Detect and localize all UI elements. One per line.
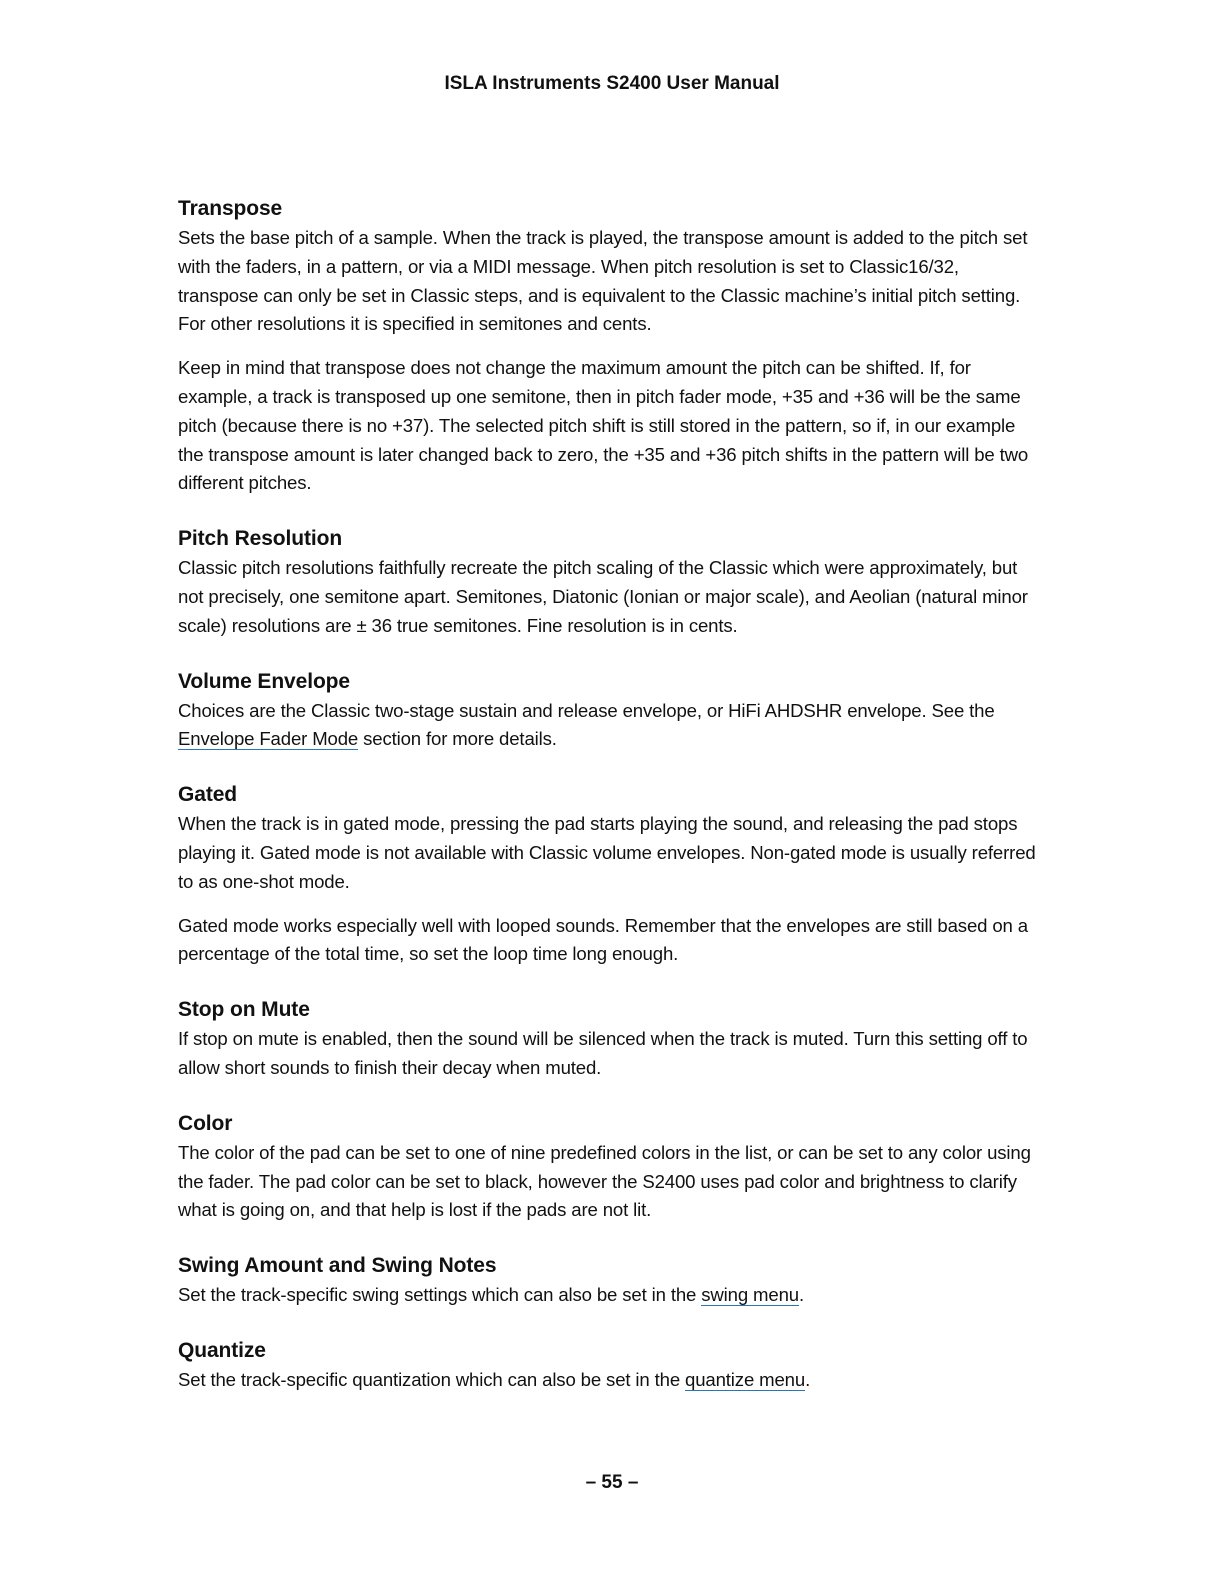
paragraph: Keep in mind that transpose does not change the maximum amount the pitch can be shifted. If, for example, a track is transposed up one semitone, then in pitch fader mode, +35 and +36 will be the same pitch (because there is no +37). The selected pitch shift is still stored in the pattern, so if, in our example the transpose amount is later changed back to zero, the +35 and +36 pitch shifts in the pattern will be two different pitches.: [178, 357, 1029, 494]
paragraph: Gated mode works especially well with looped sounds. Remember that the envelopes are still based on a percentage of the total time, so set the loop time long enough.: [178, 914, 1028, 965]
paragraph: [178, 1281, 1038, 1310]
page-header: ISLA Instruments S2400 User Manual: [444, 73, 780, 94]
envelope-fader-mode-link[interactable]: Envelope Fader Mode: [178, 728, 359, 750]
text-span: .: [798, 1284, 804, 1306]
text-span: Set the track-specific swing settings which can also be set in the: [178, 1284, 702, 1306]
section-color: [178, 1109, 1038, 1225]
section-heading: Swing Amount and Swing Notes: [178, 1254, 497, 1278]
section-heading: Transpose: [178, 197, 283, 220]
section-heading: Stop on Mute: [178, 998, 310, 1022]
section-gated: [178, 780, 1038, 969]
section-swing: [178, 1251, 1038, 1310]
section-pitch-resolution: [178, 524, 1038, 640]
paragraph: Sets the base pitch of a sample. When the track is played, the transpose amount is added to the pitch set with the faders, in a pattern, or via a MIDI message. When pitch resolution is set to Classic16/32, transpose can only be set in Classic steps, and is equivalent to the Classic machine’s initial pitch setting. For other resolutions it is specified in semitones and cents.: [178, 227, 1028, 335]
page-content: [178, 194, 1038, 1421]
paragraph: If stop on mute is enabled, then the sound will be silenced when the track is muted. Turn this setting off to allow short sounds to finish their decay when muted.: [178, 1028, 1028, 1078]
text-span: section for more details.: [358, 728, 557, 750]
section-heading: Volume Envelope: [178, 669, 350, 693]
paragraph: When the track is in gated mode, pressing the pad starts playing the sound, and releasing the pad stops playing it. Gated mode is not available with Classic volume envelopes. Non-gated mode is usually referred to as one-shot mode.: [178, 813, 1036, 892]
section-volume-envelope: [178, 667, 1038, 755]
text-span: Choices are the Classic two-stage sustain and release envelope, or HiFi AHDSHR envelope. See the: [178, 699, 995, 721]
section-quantize: [178, 1336, 1038, 1395]
page-number: – 55 –: [585, 1472, 639, 1493]
paragraph: Classic pitch resolutions faithfully recreate the pitch scaling of the Classic which were approximately, but not precisely, one semitone apart. Semitones, Diatonic (Ionian or major scale), and Aeolian (natural minor scale) resolutions are ± 36 true semitones. Fine resolution is in cents.: [178, 557, 1028, 636]
swing-menu-link[interactable]: swing menu: [701, 1284, 799, 1306]
section-transpose: [178, 194, 1038, 498]
section-heading: Color: [178, 1111, 233, 1135]
section-heading: Gated: [178, 783, 238, 807]
text-span: Set the track-specific quantization which can also be set in the: [178, 1368, 686, 1390]
paragraph: The color of the pad can be set to one of nine predefined colors in the list, or can be set to any color using the fader. The pad color can be set to black, however the S2400 uses pad color and brightness to clarify what is going on, and that help is lost if the pads are not lit.: [178, 1141, 1031, 1221]
section-heading: Pitch Resolution: [178, 527, 343, 551]
text-span: .: [805, 1368, 811, 1390]
quantize-menu-link[interactable]: quantize menu: [685, 1368, 806, 1390]
paragraph: [178, 1366, 1038, 1395]
section-heading: Quantize: [178, 1338, 266, 1362]
section-stop-on-mute: [178, 995, 1038, 1083]
paragraph: [178, 697, 1038, 755]
